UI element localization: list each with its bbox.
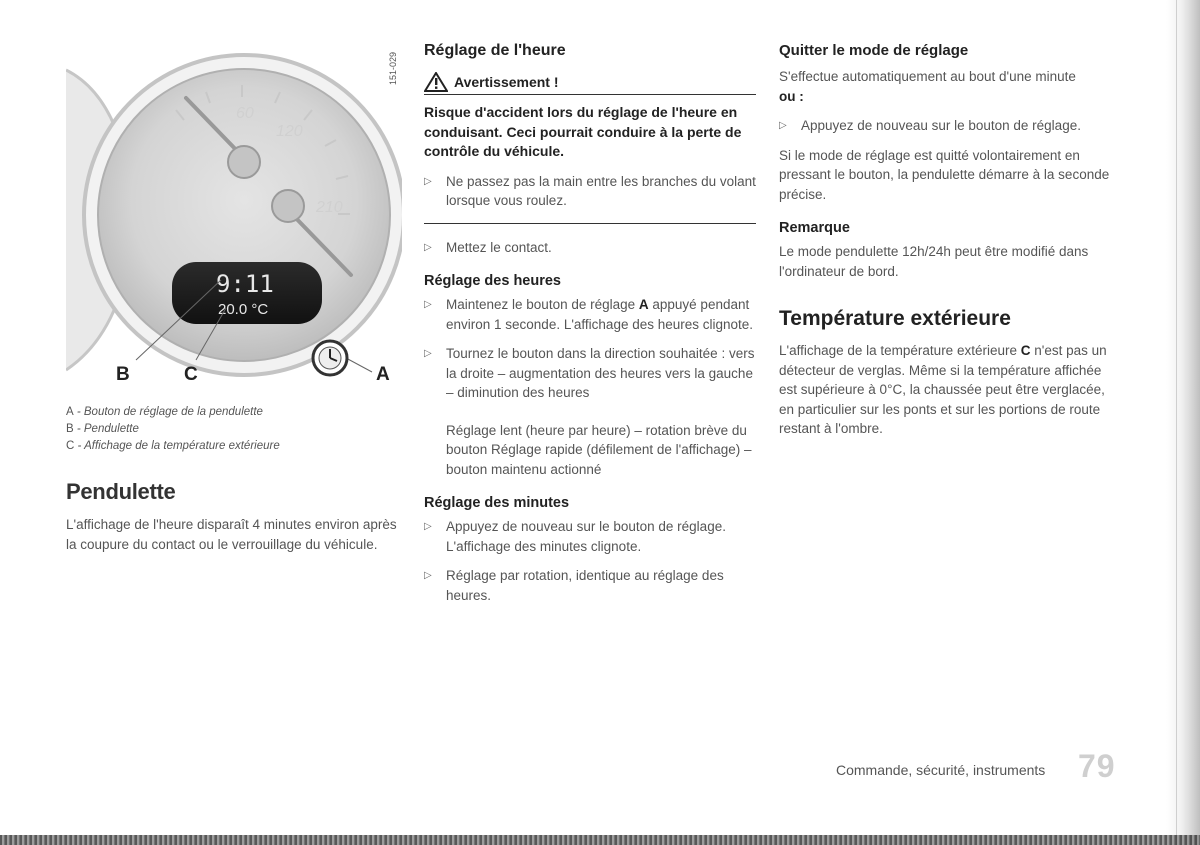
middle-column xyxy=(424,42,756,605)
needle-hub xyxy=(272,190,304,222)
figure-caption xyxy=(66,404,402,455)
bullet-arrow-icon: ▷ xyxy=(424,299,432,310)
figure-label-b: B xyxy=(116,364,130,385)
bullet-text: Mettez le contact. xyxy=(446,239,552,255)
list-item xyxy=(424,238,756,258)
bullet-text: Tournez le bouton dans la direction souhaitée : vers la droite – augmentation des heures vers la gauche – diminution des heures xyxy=(446,346,755,400)
gauge-faint-label: 210 xyxy=(316,199,343,216)
list-item xyxy=(779,116,1119,136)
text-run: appuyé pendant environ 1 seconde. L'affichage des heures clignote. xyxy=(446,297,754,332)
temperature-heading: Température extérieure xyxy=(779,307,1011,330)
page-edge xyxy=(1166,0,1200,845)
list-item xyxy=(424,344,756,403)
list-item xyxy=(424,566,756,605)
pendulette-heading: Pendulette xyxy=(66,479,176,504)
caption-line xyxy=(66,404,402,421)
page-number: 79 xyxy=(1078,748,1116,784)
temperature-display: 20.0 °C xyxy=(218,301,269,318)
remarque-body: Le mode pendulette 12h/24h peut être modifié dans l'ordinateur de bord. xyxy=(779,244,1089,279)
reglage-heures-heading: Réglage des heures xyxy=(424,273,561,289)
speed-notes: Réglage lent (heure par heure) – rotation brève du bouton Réglage rapide (défilement de l'affichage) – bouton maintenu actionné xyxy=(446,422,752,477)
instrument-cluster-illustration xyxy=(66,40,402,396)
gauge-faint-label: 60 xyxy=(236,105,254,122)
instrument-figure xyxy=(66,40,402,396)
reglage-heure-heading: Réglage de l'heure xyxy=(424,42,566,59)
page-bottom-strip xyxy=(0,835,1200,845)
warning-body: Risque d'accident lors du réglage de l'heure en conduisant. Ceci pourrait conduire à la perte de contrôle du véhicule. xyxy=(424,104,742,159)
list-item xyxy=(424,172,756,211)
quitter-or: ou : xyxy=(779,88,804,104)
temperature-body xyxy=(779,341,1119,439)
bullet-arrow-icon: ▷ xyxy=(424,521,432,532)
clock-icon xyxy=(313,341,347,375)
figure-code: 151-029 xyxy=(388,52,398,86)
caption-key: A xyxy=(66,406,74,418)
footer-section-title: Commande, sécurité, instruments xyxy=(836,762,1046,778)
caption-line xyxy=(66,421,402,438)
key-letter: C xyxy=(1020,343,1031,358)
caption-text: - Affichage de la température extérieure xyxy=(74,440,280,452)
bullet-text: Ne passez pas la main entre les branches du volant lorsque vous roulez. xyxy=(446,173,756,208)
bullet-text xyxy=(446,295,756,334)
bullet-arrow-icon: ▷ xyxy=(424,348,432,359)
callout-line-a xyxy=(346,358,372,372)
reglage-minutes-heading: Réglage des minutes xyxy=(424,495,570,511)
bullet-arrow-icon: ▷ xyxy=(424,570,432,581)
text-run: n'est pas un détecteur de verglas. Même si la température affichée est supérieure à 0°C, la chaussée peut être verglacée, en particulier sur les ponts et sur les portions de route restant à l'ombre. xyxy=(779,343,1107,436)
bullet-text: Réglage par rotation, identique au réglage des heures. xyxy=(446,568,724,603)
pendulette-body: L'affichage de l'heure disparaît 4 minutes environ après la coupure du contact ou le verrouillage du véhicule. xyxy=(66,517,397,552)
clock-display: 9:11 xyxy=(216,270,274,298)
gauge-faint-label: 120 xyxy=(276,123,303,140)
bullet-arrow-icon: ▷ xyxy=(779,120,787,131)
caption-key: C xyxy=(66,440,75,452)
warning-triangle-icon xyxy=(424,72,448,92)
caption-text: - Pendulette xyxy=(73,423,139,435)
bullet-arrow-icon: ▷ xyxy=(424,241,432,253)
bullet-text: Appuyez de nouveau sur le bouton de réglage. L'affichage des minutes clignote. xyxy=(446,519,726,554)
left-column xyxy=(66,40,402,554)
figure-label-c: C xyxy=(184,364,198,385)
list-item xyxy=(424,517,756,556)
text-run: L'affichage de la température extérieure xyxy=(779,343,1021,358)
bullet-text: Appuyez de nouveau sur le bouton de réglage. xyxy=(801,118,1081,133)
warning-divider xyxy=(424,223,756,224)
key-letter: A xyxy=(638,297,649,312)
caption-line xyxy=(66,438,402,455)
warning-header xyxy=(424,72,756,95)
list-item xyxy=(424,295,756,334)
quitter-heading: Quitter le mode de réglage xyxy=(779,42,969,59)
warning-title: Avertissement ! xyxy=(454,74,559,90)
figure-label-a: A xyxy=(376,364,390,385)
bullet-arrow-icon: ▷ xyxy=(424,175,432,187)
caption-text: - Bouton de réglage de la pendulette xyxy=(73,406,263,418)
caption-key: B xyxy=(66,423,74,435)
quitter-body: S'effectue automatiquement au bout d'une minute xyxy=(779,69,1076,84)
right-column xyxy=(779,42,1119,439)
needle-hub xyxy=(228,146,260,178)
text-run: Maintenez le bouton de réglage xyxy=(446,297,639,312)
remarque-heading: Remarque xyxy=(779,220,850,236)
quitter-body-2: Si le mode de réglage est quitté volontairement en pressant le bouton, la pendulette démarre à la seconde précise. xyxy=(779,147,1110,202)
